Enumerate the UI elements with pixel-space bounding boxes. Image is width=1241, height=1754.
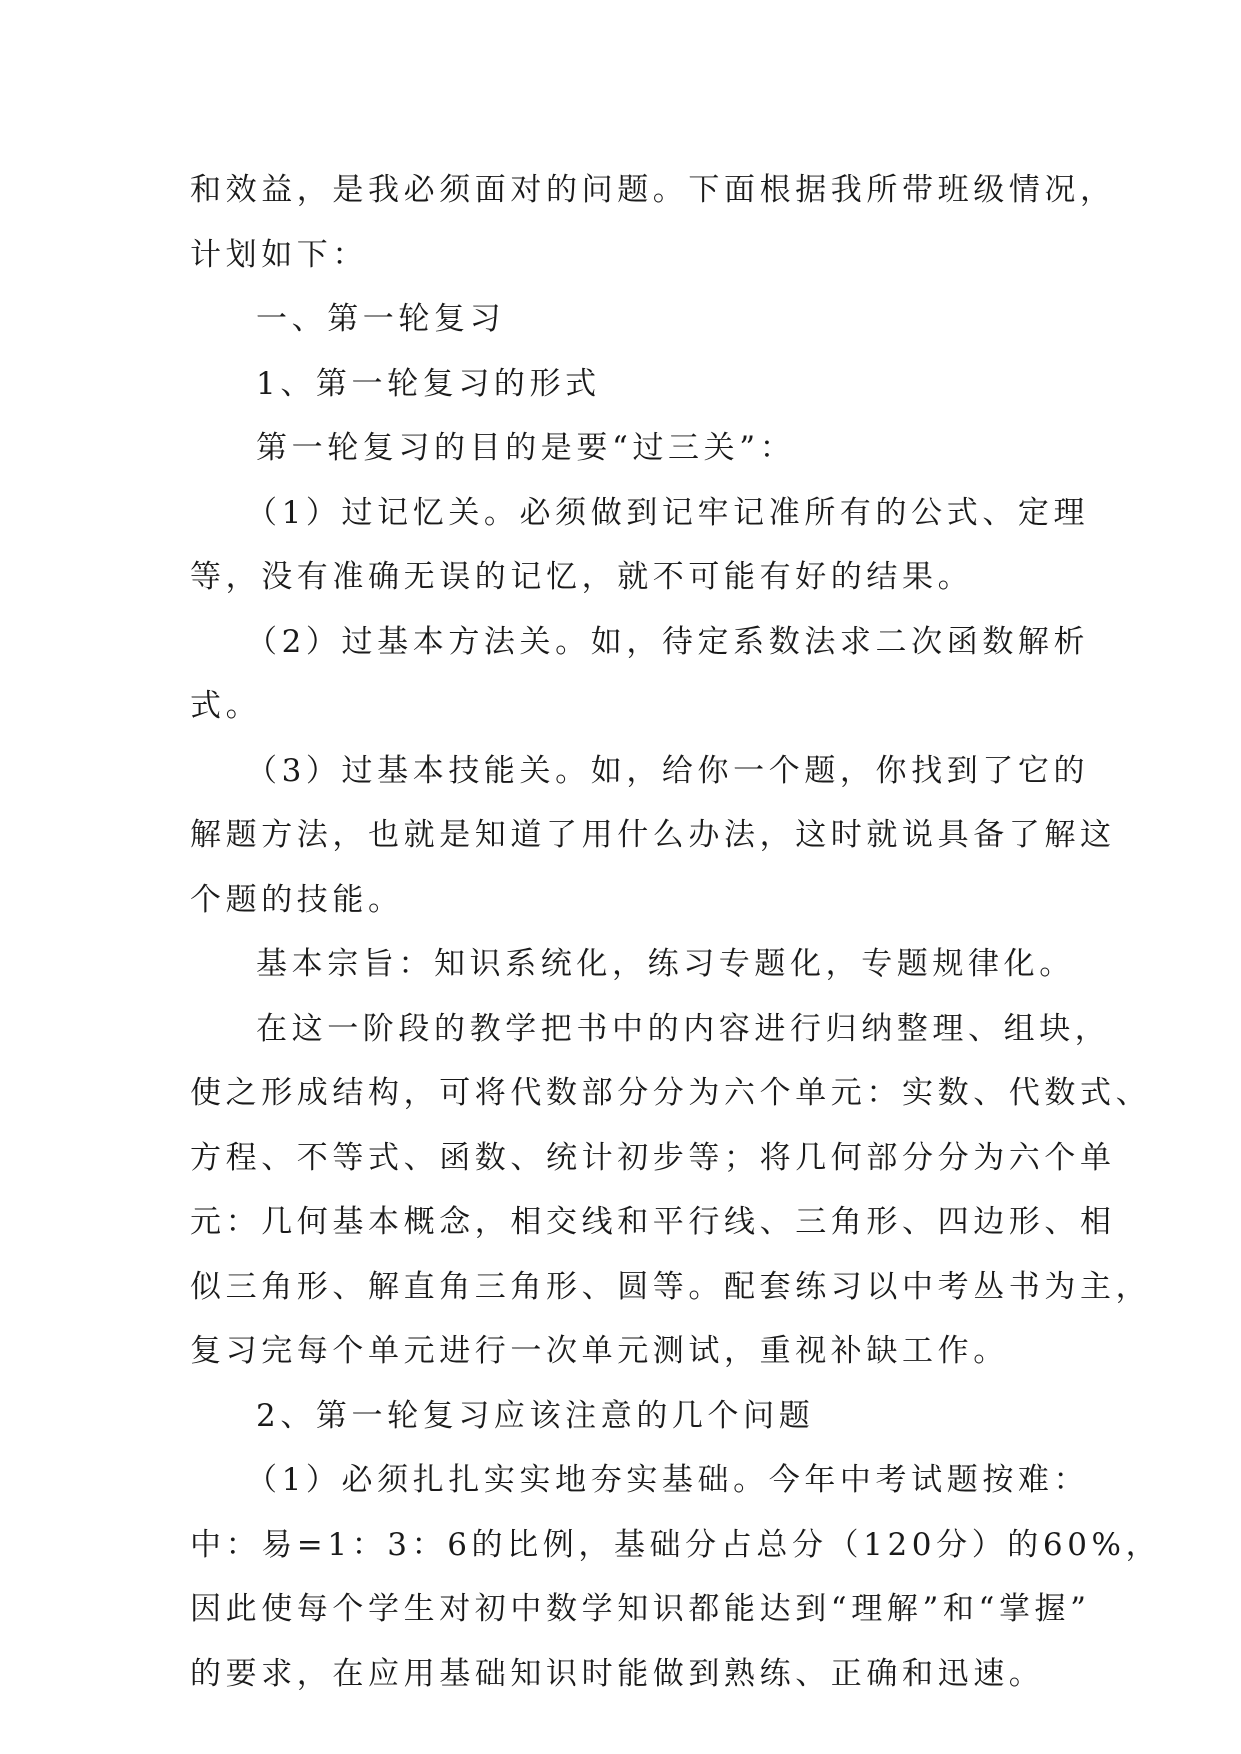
document-body	[190, 158, 1162, 1706]
paragraph-line: 式。	[190, 688, 262, 724]
paragraph-line: 计划如下：	[190, 236, 368, 273]
paragraph-line: 解题方法，也就是知道了用什么办法，这时就说具备了解这	[190, 817, 1116, 853]
paragraph-line: 使之形成结构，可将代数部分分为六个单元：实数、代数式、	[190, 1075, 1152, 1111]
paragraph-line: 似三角形、解直角三角形、圆等。配套练习以中考丛书为主，	[190, 1268, 1152, 1305]
paragraph-line: 在这一阶段的教学把书中的内容进行归纳整理、组块，	[256, 1010, 1111, 1047]
list-item-line: （1）过记忆关。必须做到记牢记准所有的公式、定理	[246, 494, 1090, 531]
paragraph-line: 和效益，是我必须面对的问题。下面根据我所带班级情况，	[190, 172, 1116, 208]
paragraph-line: 方程、不等式、函数、统计初步等；将几何部分分为六个单	[190, 1139, 1116, 1176]
paragraph-line: 中：易=1：3：6的比例，基础分占总分（120分）的60%，	[190, 1526, 1162, 1563]
paragraph-line: 等，没有准确无误的记忆，就不可能有好的结果。	[190, 559, 974, 595]
subsection-heading: 2、第一轮复习应该注意的几个问题	[256, 1397, 815, 1434]
paragraph-line: 因此使每个学生对初中数学知识都能达到“理解”和“掌握”	[190, 1591, 1091, 1627]
paragraph-line: 元：几何基本概念，相交线和平行线、三角形、四边形、相	[190, 1204, 1116, 1240]
paragraph-line: 第一轮复习的目的是要“过三关”：	[256, 430, 796, 466]
paragraph-line: 的要求，在应用基础知识时能做到熟练、正确和迅速。	[190, 1655, 1045, 1692]
section-heading: 一、第一轮复习	[256, 301, 506, 337]
subsection-heading: 1、第一轮复习的形式	[256, 365, 601, 402]
paragraph-line: 复习完每个单元进行一次单元测试，重视补缺工作。	[190, 1333, 1009, 1369]
paragraph-line: 基本宗旨：知识系统化，练习专题化，专题规律化。	[256, 946, 1075, 982]
list-item-line: （1）必须扎扎实实地夯实基础。今年中考试题按难：	[246, 1462, 1090, 1498]
list-item-line: （2）过基本方法关。如，待定系数法求二次函数解析	[246, 623, 1090, 660]
paragraph-line: 个题的技能。	[190, 881, 404, 918]
list-item-line: （3）过基本技能关。如，给你一个题，你找到了它的	[246, 752, 1090, 789]
